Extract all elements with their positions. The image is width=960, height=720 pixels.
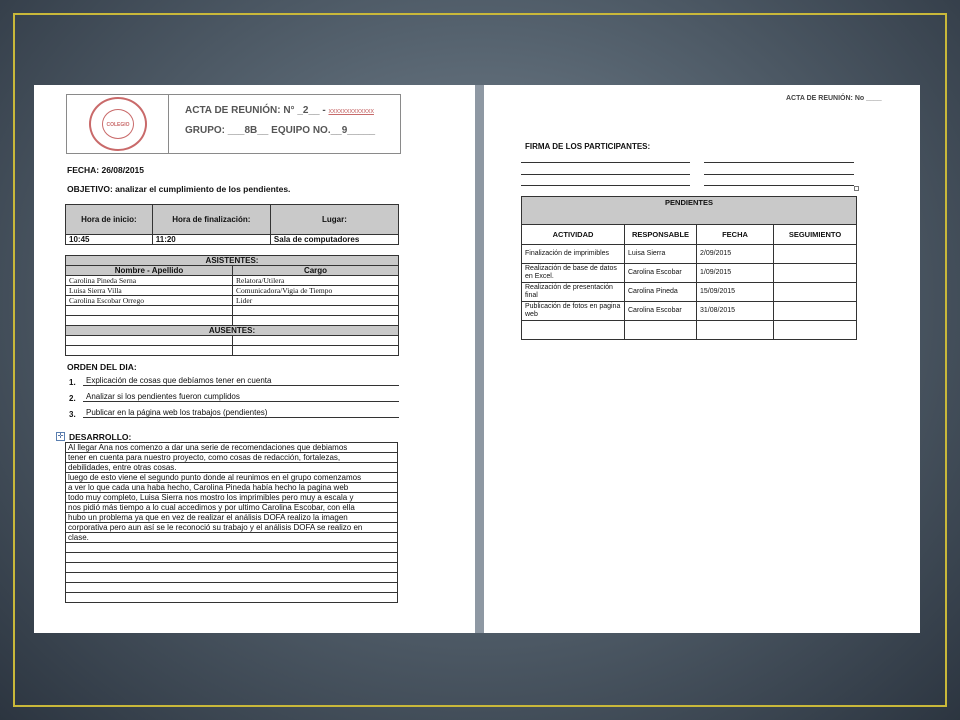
acta-header-right: ACTA DE REUNIÓN: No ____: [786, 95, 882, 102]
table-row: Carolina Escobar Orrego Lider: [66, 296, 399, 306]
orden-item-3: Publicar en la página web los trabajos (pendientes): [83, 408, 399, 418]
table-row: a ver lo que cada una haba hecho, Carolina Pineda había hecho la pagina web: [66, 483, 398, 493]
ausentes-title: AUSENTES:: [66, 326, 399, 336]
objetivo: OBJETIVO: analizar el cumplimiento de los pendientes.: [67, 184, 291, 194]
asistentes-table: [65, 255, 399, 356]
col-responsable: RESPONSABLE: [625, 225, 697, 245]
col-fecha: FECHA: [697, 225, 774, 245]
table-row: luego de esto viene el segundo punto donde al reunimos en el grupo comenzamos: [66, 473, 398, 483]
desarrollo-table: [65, 442, 398, 603]
signature-line: [704, 185, 854, 186]
table-row: [66, 306, 399, 316]
document-page-right: [484, 85, 920, 633]
table-row: clase.: [66, 533, 398, 543]
fecha: FECHA: 26/08/2015: [67, 165, 145, 175]
header-hora-inicio: Hora de inicio:: [66, 205, 153, 235]
orden-item-1: Explicación de cosas que debíamos tener en cuenta: [83, 376, 399, 386]
table-row: tener en cuenta para nuestro proyecto, como cosas de redacción, fortalezas,: [66, 453, 398, 463]
hora-fin-value: 11:20: [152, 235, 270, 245]
table-row: hubo un problema ya que en vez de realizar el análisis DOFA realizo la imagen: [66, 513, 398, 523]
asistentes-title: ASISTENTES:: [66, 256, 399, 266]
table-row: [66, 573, 398, 583]
col-nombre: Nombre - Apellido: [66, 266, 233, 276]
table-row: [66, 563, 398, 573]
col-cargo: Cargo: [233, 266, 399, 276]
table-row: Realización de base de datos en Excel. Carolina Escobar 1/09/2015: [522, 264, 857, 283]
col-actividad: ACTIVIDAD: [522, 225, 625, 245]
table-row: todo muy completo, Luisa Sierra nos mostro los imprimibles pero muy a escala y: [66, 493, 398, 503]
table-row: [66, 543, 398, 553]
lugar-value: Sala de computadores: [270, 235, 398, 245]
signature-line: [521, 162, 690, 163]
table-row: debilidades, entre otras cosas.: [66, 463, 398, 473]
col-seguimiento: SEGUIMIENTO: [774, 225, 857, 245]
school-seal-icon: COLEGIO: [89, 97, 147, 151]
signature-line: [521, 185, 690, 186]
table-row: [66, 346, 399, 356]
document-page-left: COLEGIO ACTA DE REUNIÓN: N° _2__ - xxxxxxxxxxxxx GRUPO: ___8B__ EQUIPO NO.__9_____ FECHA: 26/08/2015 OBJETIVO: analizar el cumplimiento de los pendientes. Hora de inicio: Hora de finalización: Lugar: 10:45 11:20 Sala de computadores ASISTENTES: Nombre - Apellido Cargo Carolina Pineda Serna Relatora/Utilera Luisa Sierra Villa Comunicadora/Vigia de Tiempo Carolina Escobar Orrego Lider AUSENTES: ORDEN DEL DIA: 1. Explicación de cosas que debíamos tener en cuenta 2. Analizar si los pendientes fueron cumplidos 3. Publicar en la página web los trabajos (pendientes) ✛ DESARROLLO: Al llegar Ana nos comenzo a dar una serie de recomendaciones que debiamos tener en cuenta para nuestro proyecto, como cosas de redacción, fortalezas, debilidades, entre otras cosas. luego de esto viene el segundo punto donde al reunimos en el grupo comenzamos a ver lo que cada una haba hecho, Carolina Pineda había hecho la pagina web todo muy completo, Luisa Sierra nos mostro los imprimibles pero muy a escala y nos pidió más tiempo a lo cual accedimos y por ultimo Carolina Escobar, con ella hubo un problema ya que en vez de realizar el análisis DOFA realizo la imagen corporativa pero aun así se le reconoció su trabajo y el análisis DOFA se realizo en clase.: [34, 85, 475, 633]
header-hora-fin: Hora de finalización:: [152, 205, 270, 235]
acta-title: ACTA DE REUNIÓN: N° _2__ - xxxxxxxxxxxxx: [185, 105, 374, 116]
header-box: [66, 94, 401, 154]
header-lugar: Lugar:: [270, 205, 398, 235]
page-gap: [475, 85, 484, 633]
table-row: [66, 336, 399, 346]
table-row: Realización de presentación final Carolina Pineda 15/09/2015: [522, 283, 857, 302]
signature-line: [521, 174, 690, 175]
firma-title: FIRMA DE LOS PARTICIPANTES:: [525, 142, 651, 151]
table-row: Carolina Pineda Serna Relatora/Utilera: [66, 276, 399, 286]
table-row: corporativa pero aun así se le reconoció su trabajo y el análisis DOFA se realizo en: [66, 523, 398, 533]
pendientes-table: [521, 196, 857, 340]
signature-line: [704, 174, 854, 175]
horario-table: [65, 204, 399, 245]
school-logo: [67, 95, 169, 153]
desarrollo-title: DESARROLLO:: [69, 432, 132, 442]
table-row: nos pidió más tiempo a lo cual accedimos y por ultimo Carolina Escobar, con ella: [66, 503, 398, 513]
table-row: [66, 593, 398, 603]
table-move-handle-icon[interactable]: ✛: [57, 433, 64, 440]
orden-title: ORDEN DEL DIA:: [67, 362, 137, 372]
table-resize-handle-icon[interactable]: [854, 186, 859, 191]
table-row: Finalización de imprimibles Luisa Sierra 2/09/2015: [522, 245, 857, 264]
table-row: Al llegar Ana nos comenzo a dar una serie de recomendaciones que debiamos: [66, 443, 398, 453]
table-row: [66, 553, 398, 563]
table-row: [66, 316, 399, 326]
table-row: [66, 583, 398, 593]
orden-item-2: Analizar si los pendientes fueron cumplidos: [83, 392, 399, 402]
table-row: [522, 321, 857, 340]
grupo-line: GRUPO: ___8B__ EQUIPO NO.__9_____: [185, 125, 376, 136]
hora-inicio-value: 10:45: [66, 235, 153, 245]
signature-line: [704, 162, 854, 163]
pendientes-title: PENDIENTES: [522, 197, 857, 225]
table-row: Luisa Sierra Villa Comunicadora/Vigia de Tiempo: [66, 286, 399, 296]
table-row: Publicación de fotos en pagina web Carolina Escobar 31/08/2015: [522, 302, 857, 321]
